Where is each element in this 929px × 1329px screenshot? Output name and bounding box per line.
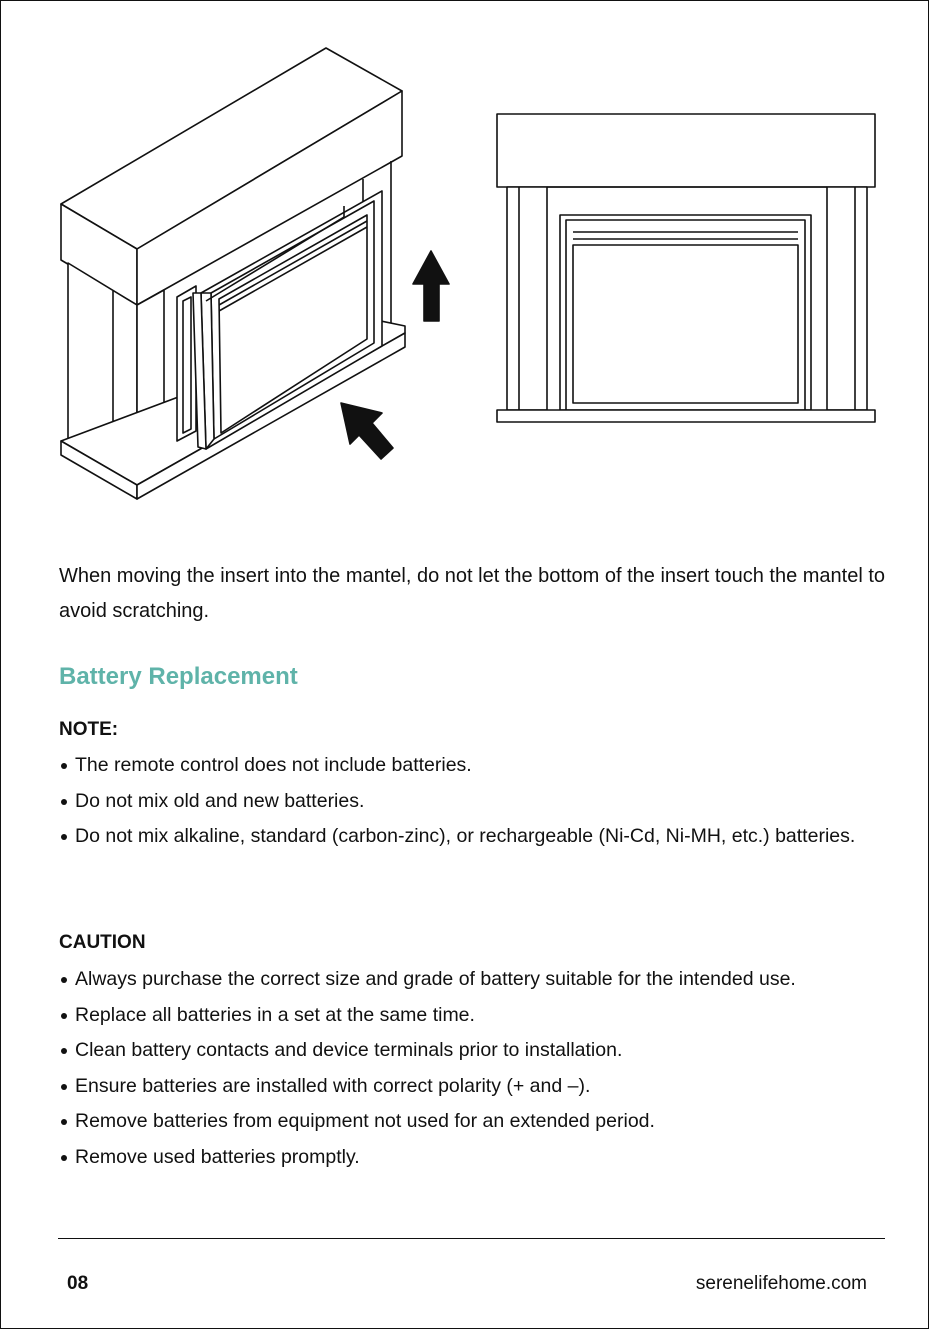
diagonal-arrow-icon xyxy=(341,403,393,459)
list-item: Remove batteries from equipment not used for an extended period. xyxy=(59,1104,889,1140)
page-number: 08 xyxy=(67,1273,89,1294)
list-item: Ensure batteries are installed with correct polarity (+ and –). xyxy=(59,1069,889,1105)
caution-list xyxy=(59,962,889,1175)
list-item: Do not mix alkaline, standard (carbon-zinc), or rechargeable (Ni-Cd, Ni-MH, etc.) batteries. xyxy=(59,819,889,855)
list-item: The remote control does not include batteries. xyxy=(59,748,889,784)
footer-divider xyxy=(58,1238,885,1239)
list-item: Clean battery contacts and device terminals prior to installation. xyxy=(59,1033,889,1069)
list-item: Do not mix old and new batteries. xyxy=(59,784,889,820)
up-arrow-icon xyxy=(413,251,449,321)
insert-warning-text: When moving the insert into the mantel, do not let the bottom of the insert touch the mantel to avoid scratching. xyxy=(59,565,886,622)
list-item: Replace all batteries in a set at the same time. xyxy=(59,998,889,1034)
installation-illustration xyxy=(1,1,929,521)
mantel-front-drawing xyxy=(497,114,875,422)
caution-label: CAUTION xyxy=(59,932,146,953)
note-list xyxy=(59,748,889,855)
section-title: Battery Replacement xyxy=(59,663,298,690)
list-item: Remove used batteries promptly. xyxy=(59,1140,889,1176)
website-link[interactable]: serenelifehome.com xyxy=(695,1273,867,1294)
list-item: Always purchase the correct size and grade of battery suitable for the intended use. xyxy=(59,962,889,998)
note-label: NOTE: xyxy=(59,719,119,740)
